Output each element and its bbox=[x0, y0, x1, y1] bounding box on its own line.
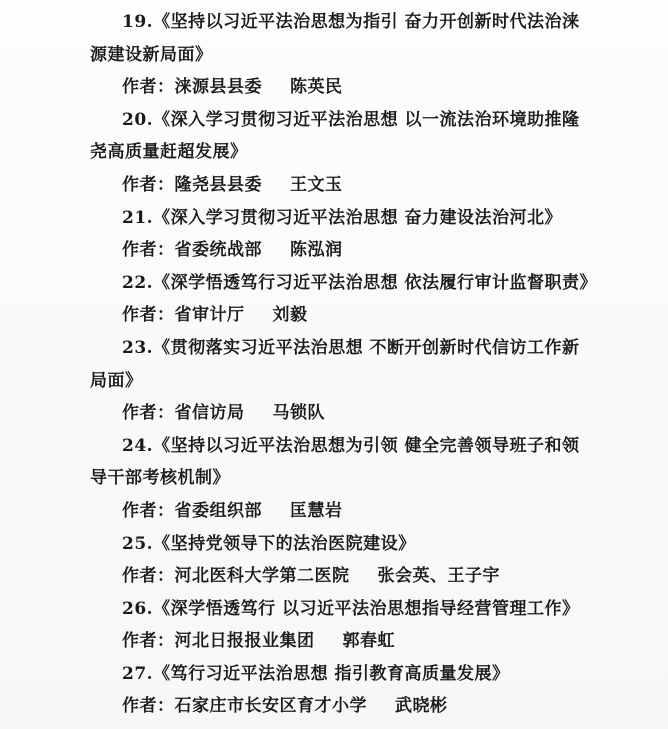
entry-title: 《坚持以习近平法治思想为指引 奋力开创新时代法治涞 bbox=[153, 12, 580, 32]
author-organization: 省审计厅 bbox=[174, 305, 245, 326]
author-organization: 隆尧县县委 bbox=[174, 174, 262, 195]
entry-number: 19. bbox=[122, 12, 154, 32]
entry-20-title-line-2 bbox=[0, 136, 668, 169]
author-label: 作者： bbox=[122, 500, 175, 521]
author-name: 张会英、王子宇 bbox=[377, 566, 500, 587]
entry-22-author-line bbox=[0, 299, 668, 332]
entry-title-continuation: 局面》 bbox=[90, 370, 143, 391]
entry-26-author-line bbox=[0, 625, 668, 658]
author-label: 作者： bbox=[122, 631, 175, 652]
entry-title: 《深入学习贯彻习近平法治思想 以一流法治环境助推隆 bbox=[153, 109, 580, 130]
entry-title: 《深入学习贯彻习近平法治思想 奋力建设法治河北》 bbox=[153, 207, 562, 228]
author-name: 陈英民 bbox=[290, 77, 343, 98]
author-organization: 省委组织部 bbox=[174, 500, 262, 521]
entry-title: 《笃行习近平法治思想 指引教育高质量发展》 bbox=[153, 663, 510, 684]
author-label: 作者： bbox=[122, 174, 175, 195]
entry-title: 《深学悟透笃行 以习近平法治思想指导经营管理工作》 bbox=[153, 598, 580, 619]
entry-23-title-line-1 bbox=[0, 332, 668, 365]
document-content bbox=[0, 6, 668, 723]
entry-22-title-line-1 bbox=[0, 267, 668, 300]
author-organization: 河北医科大学第二医院 bbox=[174, 566, 350, 587]
entry-27-title-line-1 bbox=[0, 658, 668, 691]
author-name: 武晓彬 bbox=[395, 696, 448, 717]
entry-title-continuation: 源建设新局面》 bbox=[90, 44, 213, 65]
entry-number: 21. bbox=[122, 207, 154, 228]
entry-title: 《坚持以习近平法治思想为引领 健全完善领导班子和领 bbox=[153, 435, 580, 456]
entry-20-author-line bbox=[0, 169, 668, 202]
entry-title-continuation: 尧高质量赶超发展》 bbox=[90, 142, 248, 163]
author-organization: 省委统战部 bbox=[174, 240, 262, 261]
entry-title: 《坚持党领导下的法治医院建设》 bbox=[153, 533, 416, 554]
author-label: 作者： bbox=[122, 696, 175, 717]
author-name: 陈泓润 bbox=[290, 240, 343, 261]
author-label: 作者： bbox=[122, 403, 175, 424]
entry-number: 20. bbox=[122, 109, 154, 130]
author-name: 马锁队 bbox=[272, 403, 325, 424]
entry-24-author-line bbox=[0, 495, 668, 528]
entry-number: 22. bbox=[122, 272, 154, 293]
entry-23-title-line-2 bbox=[0, 365, 668, 398]
entry-19-title-line-1 bbox=[0, 6, 668, 39]
entry-24-title-line-1 bbox=[0, 430, 668, 463]
entry-number: 24. bbox=[122, 435, 154, 456]
entry-20-title-line-1 bbox=[0, 104, 668, 137]
entry-19-title-line-2 bbox=[0, 39, 668, 72]
entry-24-title-line-2 bbox=[0, 462, 668, 495]
author-organization: 省信访局 bbox=[174, 403, 245, 424]
author-label: 作者： bbox=[122, 305, 175, 326]
author-name: 匡慧岩 bbox=[290, 500, 343, 521]
entry-title-continuation: 导干部考核机制》 bbox=[90, 468, 230, 489]
entry-21-author-line bbox=[0, 234, 668, 267]
author-label: 作者： bbox=[122, 240, 175, 261]
entry-23-author-line bbox=[0, 397, 668, 430]
entry-21-title-line-1 bbox=[0, 202, 668, 235]
entry-25-author-line bbox=[0, 560, 668, 593]
entry-number: 26. bbox=[122, 598, 154, 619]
author-name: 郭春虹 bbox=[342, 631, 395, 652]
entry-number: 27. bbox=[122, 663, 154, 684]
entry-number: 25. bbox=[122, 533, 154, 554]
author-label: 作者： bbox=[122, 566, 175, 587]
author-organization: 河北日报报业集团 bbox=[174, 631, 315, 652]
entry-number: 23. bbox=[122, 337, 154, 358]
entry-27-author-line bbox=[0, 690, 668, 723]
author-organization: 涞源县县委 bbox=[174, 77, 262, 98]
entry-19-author-line bbox=[0, 71, 668, 104]
author-label: 作者： bbox=[122, 77, 175, 98]
author-organization: 石家庄市长安区育才小学 bbox=[174, 696, 367, 717]
entry-26-title-line-1 bbox=[0, 593, 668, 626]
entry-title: 《贯彻落实习近平法治思想 不断开创新时代信访工作新 bbox=[153, 337, 580, 358]
author-name: 王文玉 bbox=[290, 174, 343, 195]
author-name: 刘毅 bbox=[272, 305, 308, 326]
entry-25-title-line-1 bbox=[0, 528, 668, 561]
entry-title: 《深学悟透笃行习近平法治思想 依法履行审计监督职责》 bbox=[153, 272, 597, 293]
